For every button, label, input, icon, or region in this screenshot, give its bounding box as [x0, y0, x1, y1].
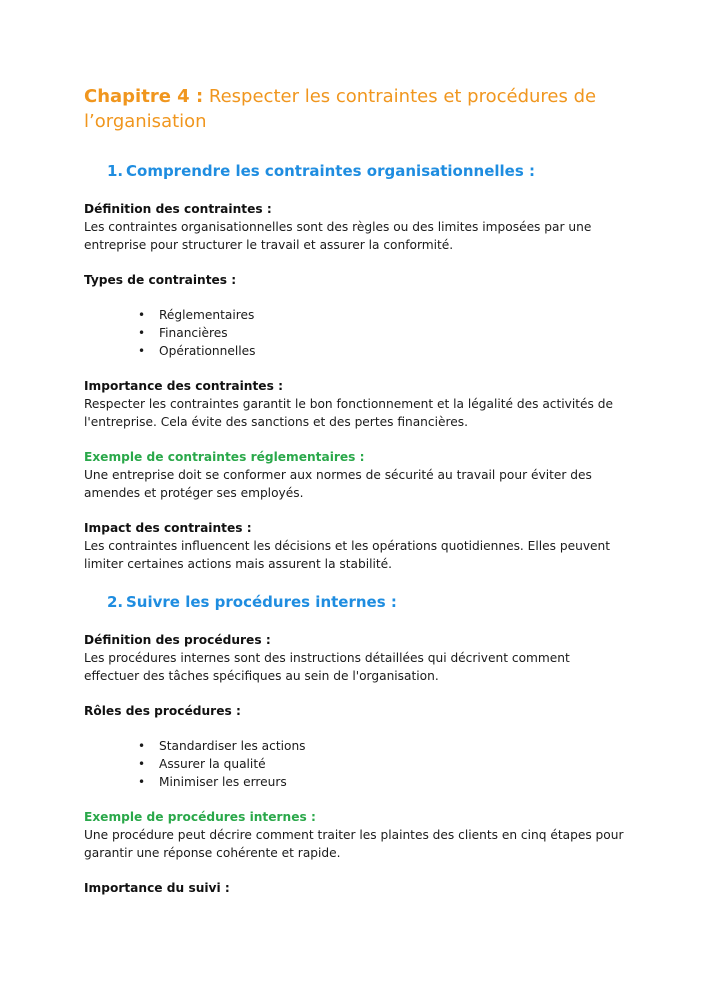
list-item-text: Standardiser les actions — [159, 739, 306, 753]
impact-constraints-text: Les contraintes influencent les décisions et les opérations quotidiennes. Elles peuvent limiter certaines actions mais assurent la stabilité. — [84, 539, 611, 571]
bullet-icon: • — [138, 308, 146, 322]
section-heading-1 — [107, 162, 624, 180]
importance-constraints-label: Importance des contraintes : — [84, 379, 283, 393]
bullet-icon: • — [138, 739, 146, 753]
importance-constraints-text: Respecter les contraintes garantit le bon fonctionnement et la légalité des activités de l'entreprise. Cela évite des sanctions et des pertes financières. — [84, 397, 614, 429]
followup-importance-block — [84, 879, 624, 897]
roles-list — [84, 737, 624, 791]
bullet-icon: • — [138, 757, 146, 771]
definition-procedures-label: Définition des procédures : — [84, 633, 271, 647]
section-heading-2 — [107, 593, 624, 611]
list-item — [138, 737, 624, 755]
roles-procedures-label: Rôles des procédures : — [84, 704, 241, 718]
followup-importance-label: Importance du suivi : — [84, 881, 230, 895]
section-title-1: Comprendre les contraintes organisationnelles : — [126, 162, 535, 180]
list-item-text: Minimiser les erreurs — [159, 775, 287, 789]
list-item — [138, 342, 624, 360]
bullet-icon: • — [138, 344, 146, 358]
section-title-2: Suivre les procédures internes : — [126, 593, 397, 611]
example-procedures-block — [84, 808, 624, 862]
types-constraints-label: Types de contraintes : — [84, 273, 237, 287]
list-item — [138, 306, 624, 324]
section-number-2: 2. — [107, 593, 124, 611]
definition-constraints-label: Définition des contraintes : — [84, 202, 272, 216]
definition-procedures-block — [84, 631, 624, 685]
types-list — [84, 306, 624, 360]
example-constraints-block — [84, 448, 624, 502]
impact-constraints-block — [84, 519, 624, 573]
example-procedures-text: Une procédure peut décrire comment traiter les plaintes des clients en cinq étapes pour garantir une réponse cohérente et rapide. — [84, 828, 624, 860]
example-procedures-label: Exemple de procédures internes : — [84, 810, 316, 824]
definition-constraints-text: Les contraintes organisationnelles sont des règles ou des limites imposées par une entreprise pour structurer le travail et assurer la conformité. — [84, 220, 592, 252]
roles-procedures-block — [84, 702, 624, 791]
example-constraints-text: Une entreprise doit se conformer aux normes de sécurité au travail pour éviter des amendes et protéger ses employés. — [84, 468, 592, 500]
importance-constraints-block — [84, 377, 624, 431]
impact-constraints-label: Impact des contraintes : — [84, 521, 252, 535]
list-item — [138, 324, 624, 342]
list-item-text: Assurer la qualité — [159, 757, 266, 771]
list-item-text: Opérationnelles — [159, 344, 256, 358]
chapter-label: Chapitre 4 : — [84, 86, 204, 107]
example-constraints-label: Exemple de contraintes réglementaires : — [84, 450, 365, 464]
chapter-title-text: Respecter les contraintes et procédures de l’organisation — [84, 86, 597, 132]
definition-constraints-block — [84, 200, 624, 254]
list-item-text: Financières — [159, 326, 228, 340]
list-item — [138, 773, 624, 791]
document-page — [84, 84, 624, 914]
list-item-text: Réglementaires — [159, 308, 255, 322]
chapter-title — [84, 84, 624, 134]
section-number-1: 1. — [107, 162, 124, 180]
types-constraints-block — [84, 271, 624, 360]
bullet-icon: • — [138, 326, 146, 340]
definition-procedures-text: Les procédures internes sont des instructions détaillées qui décrivent comment effectuer des tâches spécifiques au sein de l'organisation. — [84, 651, 570, 683]
list-item — [138, 755, 624, 773]
bullet-icon: • — [138, 775, 146, 789]
